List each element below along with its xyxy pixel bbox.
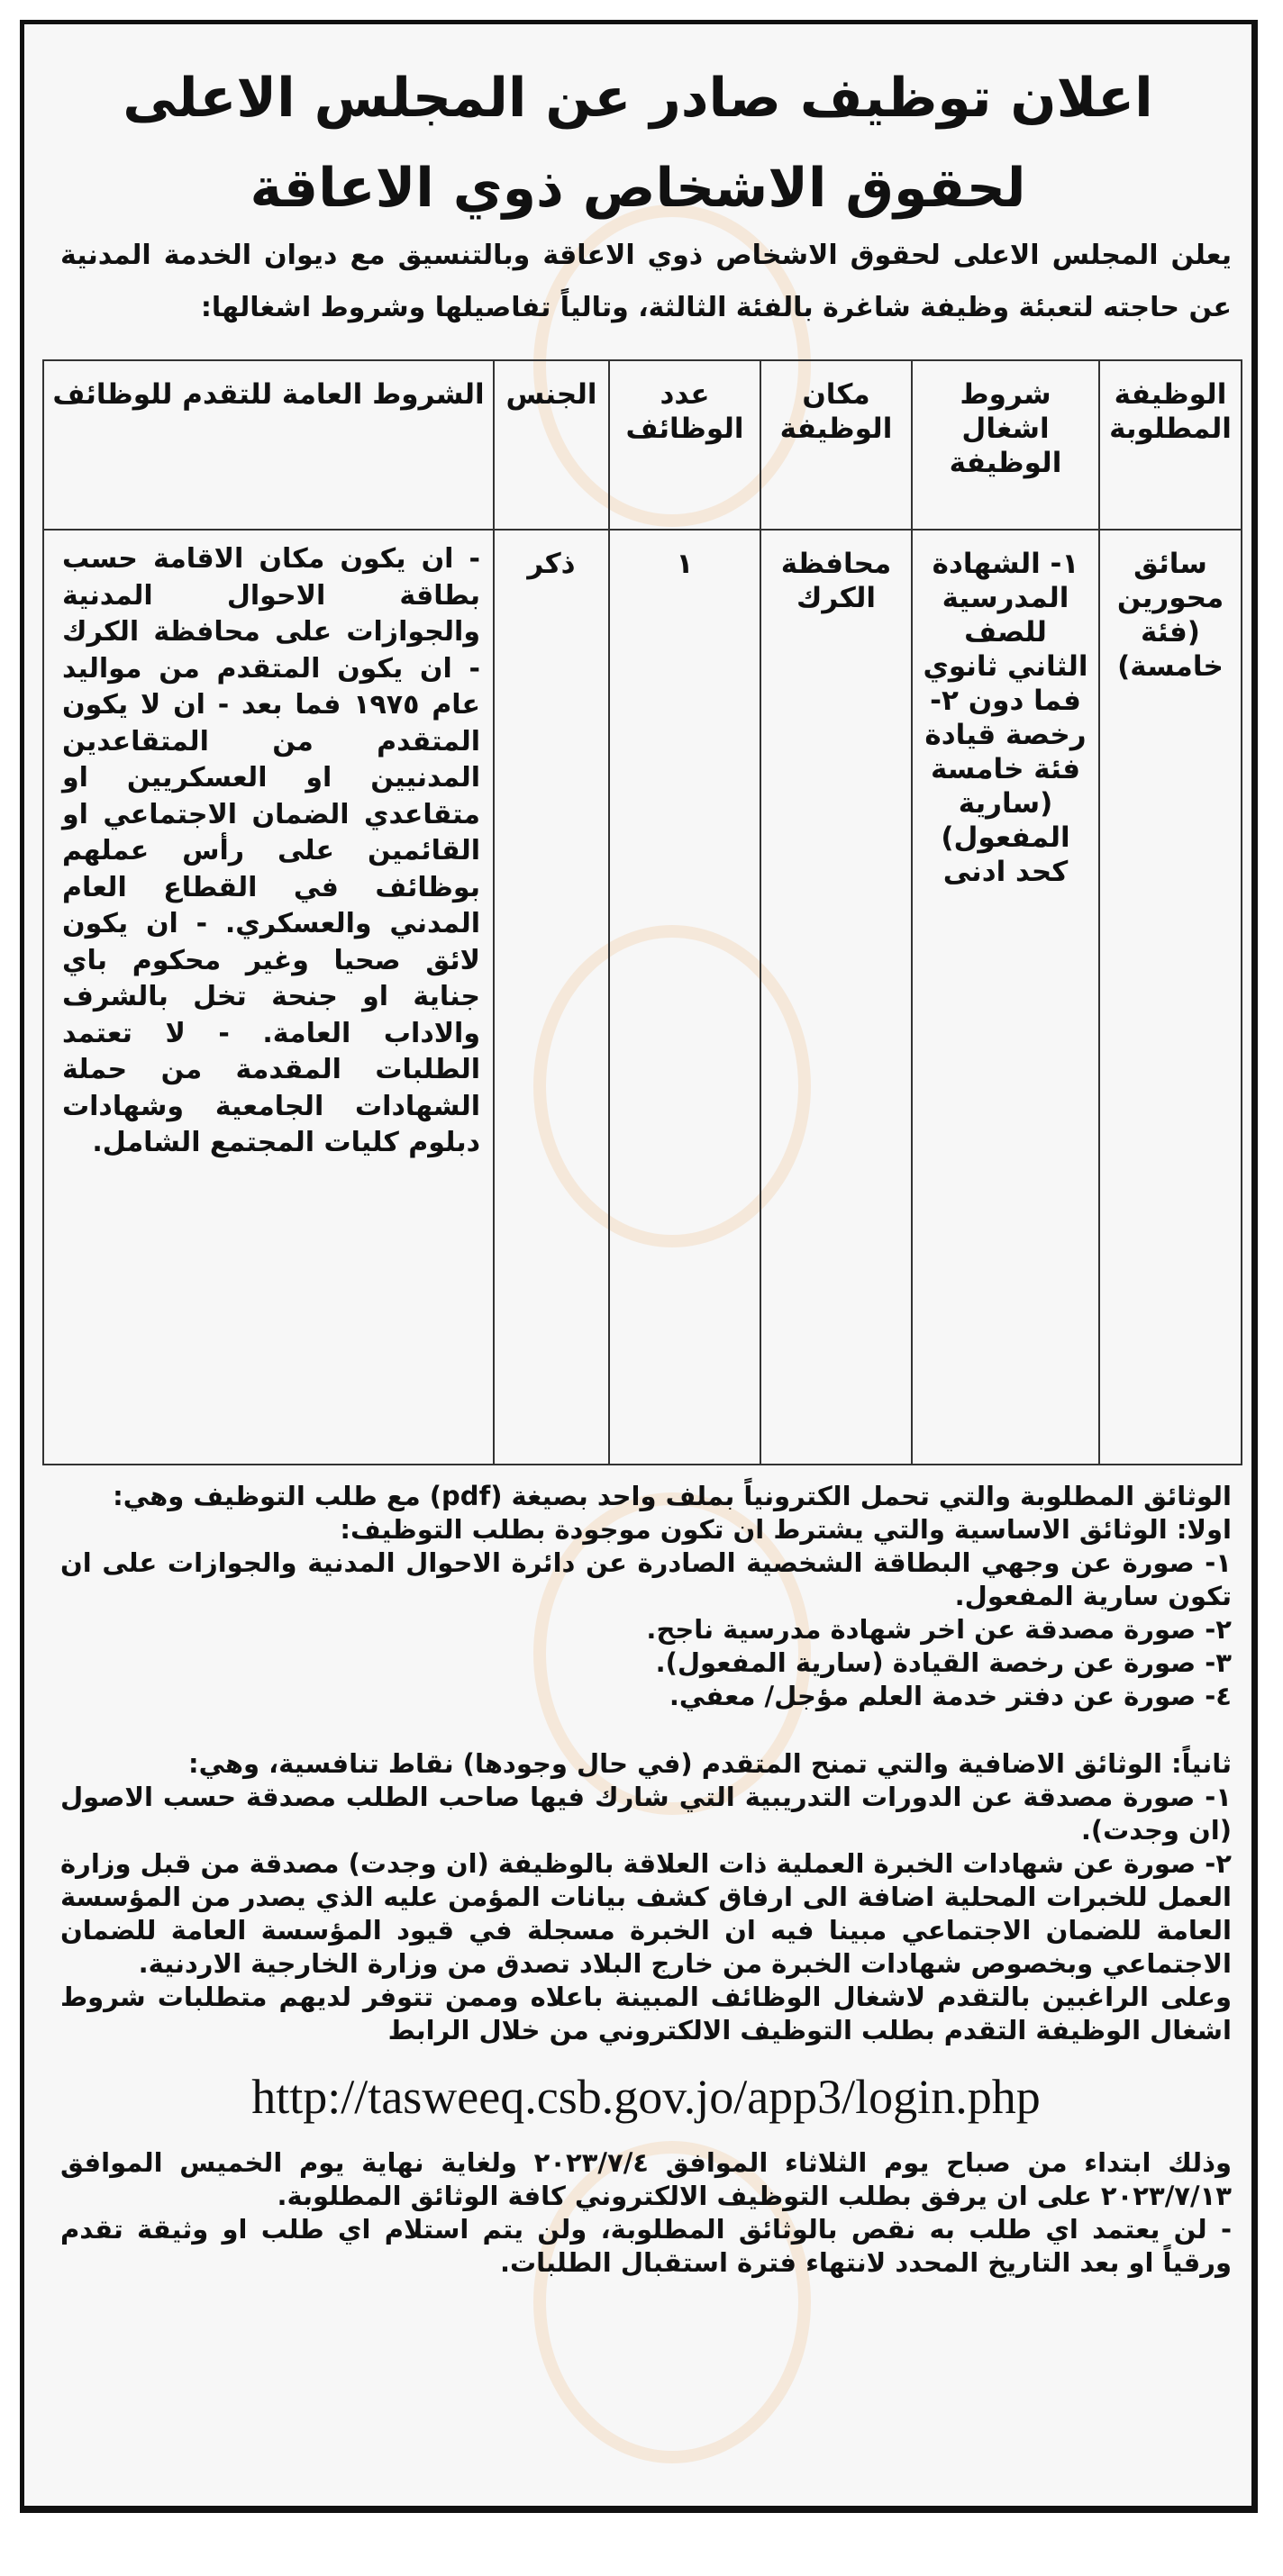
announcement-frame bbox=[20, 20, 1258, 2513]
intro-paragraph: يعلن المجلس الاعلى لحقوق الاشخاص ذوي الاعاقة وبالتنسيق مع ديوان الخدمة المدنية عن حاجته لتعبئة وظيفة شاغرة بالفئة الثالثة، وتالياً تفاصيلها وشروط اشغالها: bbox=[60, 240, 1232, 323]
first-item: ٣- صورة عن رخصة القيادة (سارية المفعول). bbox=[655, 1647, 1232, 1678]
cell-gender: ذكر bbox=[494, 530, 609, 1465]
second-heading: ثانياً: الوثائق الاضافية والتي تمنح المتقدم (في حال وجودها) نقاط تنافسية، وهي: bbox=[188, 1748, 1232, 1779]
header-job: الوظيفة المطلوبة bbox=[1099, 360, 1242, 530]
first-item: ١- صورة عن وجهي البطاقة الشخصية الصادرة عن دائرة الاحوال المدنية والجوازات على ان تكون سارية المفعول. bbox=[60, 1547, 1232, 1611]
first-heading: اولا: الوثائق الاساسية والتي يشترط ان تكون موجودة بطلب التوظيف: bbox=[340, 1514, 1232, 1545]
note-text: - لن يعتمد اي طلب به نقص بالوثائق المطلوبة، ولن يتم استلام اي طلب او وثيقة تقدم ورقياً او بعد التاريخ المحدد لانتهاء فترة استقبال الطلبات. bbox=[60, 2214, 1232, 2278]
header-count: عدد الوظائف bbox=[609, 360, 760, 530]
header-gender: الجنس bbox=[494, 360, 609, 530]
title-line-1: اعلان توظيف صادر عن المجلس الاعلى bbox=[123, 67, 1153, 130]
documents-section bbox=[60, 1480, 1232, 2280]
table-header-row bbox=[43, 360, 1242, 530]
documents-intro: الوثائق المطلوبة والتي تحمل الكترونياً بملف واحد بصيغة (pdf) مع طلب التوظيف وهي: bbox=[113, 1481, 1232, 1511]
cell-count: ١ bbox=[609, 530, 760, 1465]
application-link[interactable]: http://tasweeq.csb.gov.jo/app3/login.php bbox=[251, 2070, 1041, 2124]
cell-location: محافظة الكرك bbox=[760, 530, 912, 1465]
table-row bbox=[43, 530, 1242, 1465]
second-item: ٢- صورة عن شهادات الخبرة العملية ذات العلاقة بالوظيفة (ان وجدت) مصدقة من قبل وزارة العمل للخبرات المحلية اضافة الى ارفاق كشف بيانات المؤمن عليه الذي يصدر من المؤسسة العامة للضمان الاجتماعي مبينا فيه ان الخبرة مسجلة في قيود المؤسسة العامة للضمان الاجتماعي وبخصوص شهادات الخبرة من خارج البلاد تصدق من وزارة الخارجية الاردنية. bbox=[60, 1848, 1232, 1979]
title-line-2: لحقوق الاشخاص ذوي الاعاقة bbox=[250, 157, 1026, 220]
header-requirements: شروط اشغال الوظيفة bbox=[912, 360, 1099, 530]
cell-general-conditions: - ان يكون مكان الاقامة حسب بطاقة الاحوال المدنية والجوازات على محافظة الكرك - ان يكون المتقدم من مواليد عام ١٩٧٥ فما بعد - ان لا يكون المتقدم من المتقاعدين المدنيين او العسكريين او متقاعدي الضمان الاجتماعي او القائمين على رأس عملهم بوظائف في القطاع العام المدني والعسكري. - ان يكون لائق صحيا وغير محكوم باي جناية او جنحة تخل بالشرف والاداب العامة. - لا تعتمد الطلبات المقدمة من حملة الشهادات الجامعية وشهادات دبلوم كليات المجتمع الشامل. bbox=[43, 530, 494, 1465]
apply-text: وعلى الراغبين بالتقدم لاشغال الوظائف المبينة باعلاه وممن تتوفر لديهم متطلبات شروط اشغال الوظيفة التقدم بطلب التوظيف الالكتروني من خلال الرابط bbox=[60, 1982, 1232, 2045]
jobs-table bbox=[42, 359, 1242, 1465]
cell-job: سائق محورين (فئة خامسة) bbox=[1099, 530, 1242, 1465]
first-item: ٢- صورة مصدقة عن اخر شهادة مدرسية ناجح. bbox=[646, 1614, 1232, 1645]
header-general-conditions: الشروط العامة للتقدم للوظائف bbox=[43, 360, 494, 530]
dates-text: وذلك ابتداء من صباح يوم الثلاثاء الموافق ٢٠٢٣/٧/٤ ولغاية نهاية يوم الخميس الموافق ٢٠٢٣/٧/١٣ على ان يرفق بطلب التوظيف الالكتروني كافة الوثائق المطلوبة. bbox=[60, 2147, 1233, 2211]
page-title bbox=[24, 53, 1251, 233]
first-item: ٤- صورة عن دفتر خدمة العلم مؤجل/ معفي. bbox=[669, 1681, 1232, 1711]
cell-requirements: ١- الشهادة المدرسية للصف الثاني ثانوي فما دون ٢- رخصة قيادة فئة خامسة (سارية المفعول) كحد ادنى bbox=[912, 530, 1099, 1465]
second-item: ١- صورة مصدقة عن الدورات التدريبية التي شارك فيها صاحب الطلب مصدقة حسب الاصول (ان وجدت). bbox=[60, 1782, 1232, 1846]
header-location: مكان الوظيفة bbox=[760, 360, 912, 530]
